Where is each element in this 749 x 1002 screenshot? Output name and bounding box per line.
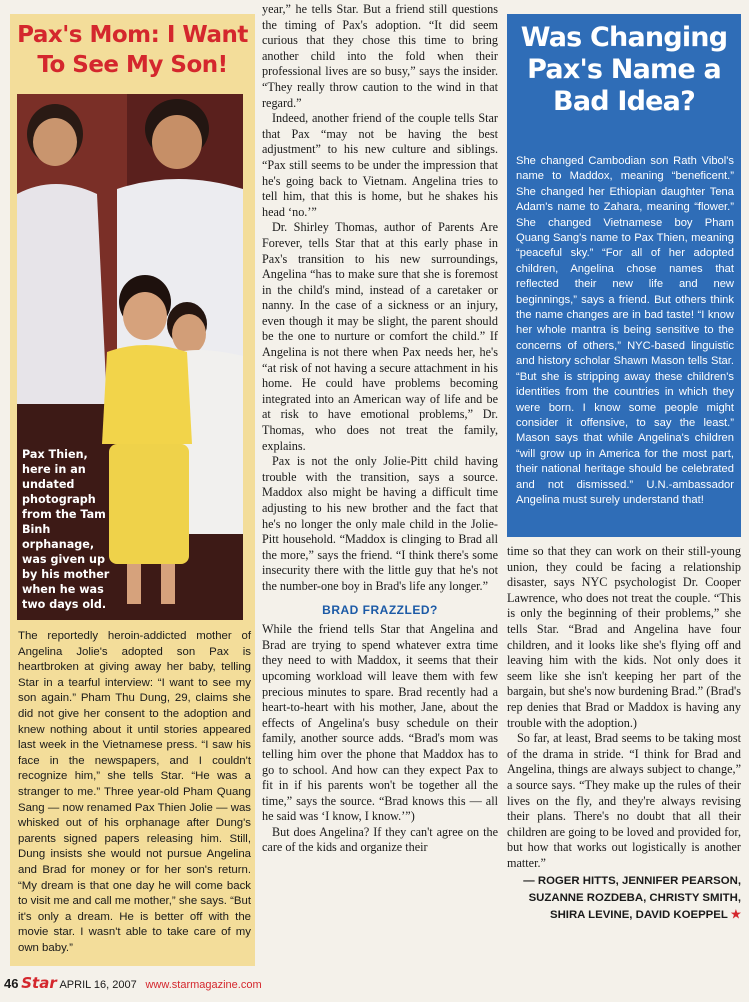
main-paragraph: But does Angelina? If they can't agree on the care of the kids and organize their: [262, 824, 498, 855]
sidebar-headline: Pax's Mom: I Want To See My Son!: [17, 22, 248, 78]
page-footer: [4, 974, 404, 992]
main-paragraph: While the friend tells Star that Angelina and Brad are trying to spend whatever extra time they need to with Maddox, it seems that their upcoming workload will leave them with few precious minutes to spare. Brad recently had a heart-to-heart with his mother, Jane, about the effects of Angelina's busy schedule on their family, another source adds. “Brad's mom was telling him over the phone that Maddox has to go to school. And how can they expect Pax to fit in if his parents won't be together all the time,” says the source. “Brad knows this — all he said was ‘I know, I know.’”): [262, 622, 498, 824]
name-change-body: [516, 154, 734, 508]
subhead: BRAD FRAZZLED?: [322, 602, 438, 617]
byline-credits: [507, 873, 741, 924]
page-number: 46: [4, 976, 19, 991]
name-change-title: Was Changing Pax's Name a Bad Idea?: [520, 22, 728, 117]
name-change-text: She changed Cambodian son Rath Vibol's name to Maddox, meaning “beneficent.” She changed her Ethiopian daughter Tena Adam's name to Zahara, meaning “flower.” She changed Vietnamese boy Pham Quang Sang's name to Pax Thien, meaning “peaceful sky.” “For all of her adopted children, Angelina chose names that reflected their new life and new beginnings,” says a friend. But others think the name changes are in bad taste! “I know her whole mantra is being sensitive to the concerns of others,” NYC-based linguistic and history scholar Shawn Mason tells Star. “But she is stripping away these children's identities from the countries in which they were born. I know some people might consider it offensive, to say the least.” Mason says that while Angelina's children “will grow up in America for the most part, their national heritage should be celebrated and not dismissed.” U.N.-ambassador Angelina must surely understand that!: [516, 155, 734, 506]
main-paragraph: Dr. Shirley Thomas, author of Parents Are Forever, tells Star that at this early phase in Pax's transition to his new surroundings, Angelina “has to make sure that she is foremost in the child's mind, instead of a caretaker or nanny. In the case of a sickness or an injury, even though it may be slight, the parent should be the one to nurture or comfort the child.” If Angelina is not there when Pax needs her, he's “at risk of not having a secure attachment in his home. He could have problems becoming integrated into an American way of life and be at risk to have emotional problems,” Dr. Thomas, who does not treat the family, explains.: [262, 220, 498, 453]
main-paragraph: time so that they can work on their still-young union, they could be facing a relationship disaster, says NYC psychologist Dr. Cooper Lawrence, who does not treat the couple. “This is only the beginning of their problems,” she tells Star. “Brad and Angelina have four children, and it looks like she's flying off and leaving him with the kids. Not only does it seem like she isn't keeping her part of the bargain, but she's now burdening Brad.” (Brad's rep denies that Brad or Maddox is having any trouble with the adoption.): [507, 544, 741, 730]
main-paragraph: So far, at least, Brad seems to be taking most of the drama in stride. “I think for Brad and Angelina, things are always subject to change,” a source says. “They make up the rules of their lives on the fly, and they're always revising their plans. There's no doubt that all their children are going to be loved and provided for, but how that works out logistically is another matter.”: [507, 731, 741, 870]
main-paragraph: Indeed, another friend of the couple tells Star that Pax “may not be having the best adjustment” to his new culture and siblings. “Pax still seems to be under the impression that he's going back to Vietnam. Angelina tries to tell him, that this is home, but he shakes his head ‘no.’”: [262, 111, 498, 219]
byline-names: — ROGER HITTS, JENNIFER PEARSON, SUZANNE ROZDEBA, CHRISTY SMITH, SHIRA LEVINE, DAVID KOEPPEL: [523, 875, 741, 921]
star-icon: ★: [730, 909, 741, 921]
main-article-column: [262, 2, 498, 856]
main-paragraph: Pax is not the only Jolie-Pitt child having trouble with the transition, says a source. Maddox also might be having a difficult time adjusting to his new brother and the fact that he's no longer the only male child in the Jolie-Pitt household. “Maddox is clinging to Brad all the more,” says the friend. “I think there's some insecurity there with the little guy that he's not the number-one boy in Brad's life any longer.”: [262, 454, 498, 593]
main-article-continued: [507, 544, 741, 871]
sidebar-article: [18, 629, 251, 956]
magazine-url: www.starmagazine.com: [145, 979, 262, 991]
issue-date: APRIL 16, 2007: [59, 979, 137, 991]
main-paragraph: year,” he tells Star. But a friend still questions the timing of Pax's adoption. “It did seem curious that they chose this time to bring another child into the fold when their professional lives are so busy,” says the insider. “They really throw caution to the wind in that regard.”: [262, 2, 498, 110]
sidebar-body-text: The reportedly heroin-addicted mother of Angelina Jolie's adopted son Pax is heartbroken at giving away her baby, telling Star in a tearful interview: “I want to see my son again.” Pham Thu Dung, 29, claims she did not give her consent to the adoption and knew nothing about it until stories appeared last week in the Vietnamese press. “I saw his face in the newspapers, and I couldn't recognize him,” she tells Star. “He was a stranger to me.” Three year-old Pham Quang Sang — now renamed Pax Thien Jolie — was whisked out of his orphanage after Dung's parents signed papers releasing him. Still, Dung insists she would not pursue Angelina and Brad for money or for her son's return. “My dream is that one day he will come back to visit me and call me mother,” she says. “But it's only a dream. He is better off with the movie star. I wasn't able to take care of my own baby.”: [18, 630, 251, 954]
magazine-logo: Star: [21, 974, 57, 992]
photo-caption: Pax Thien, here in an undated photograph from the Tam Binh orphanage, was given up by his mother when he was two days old.: [22, 448, 110, 611]
